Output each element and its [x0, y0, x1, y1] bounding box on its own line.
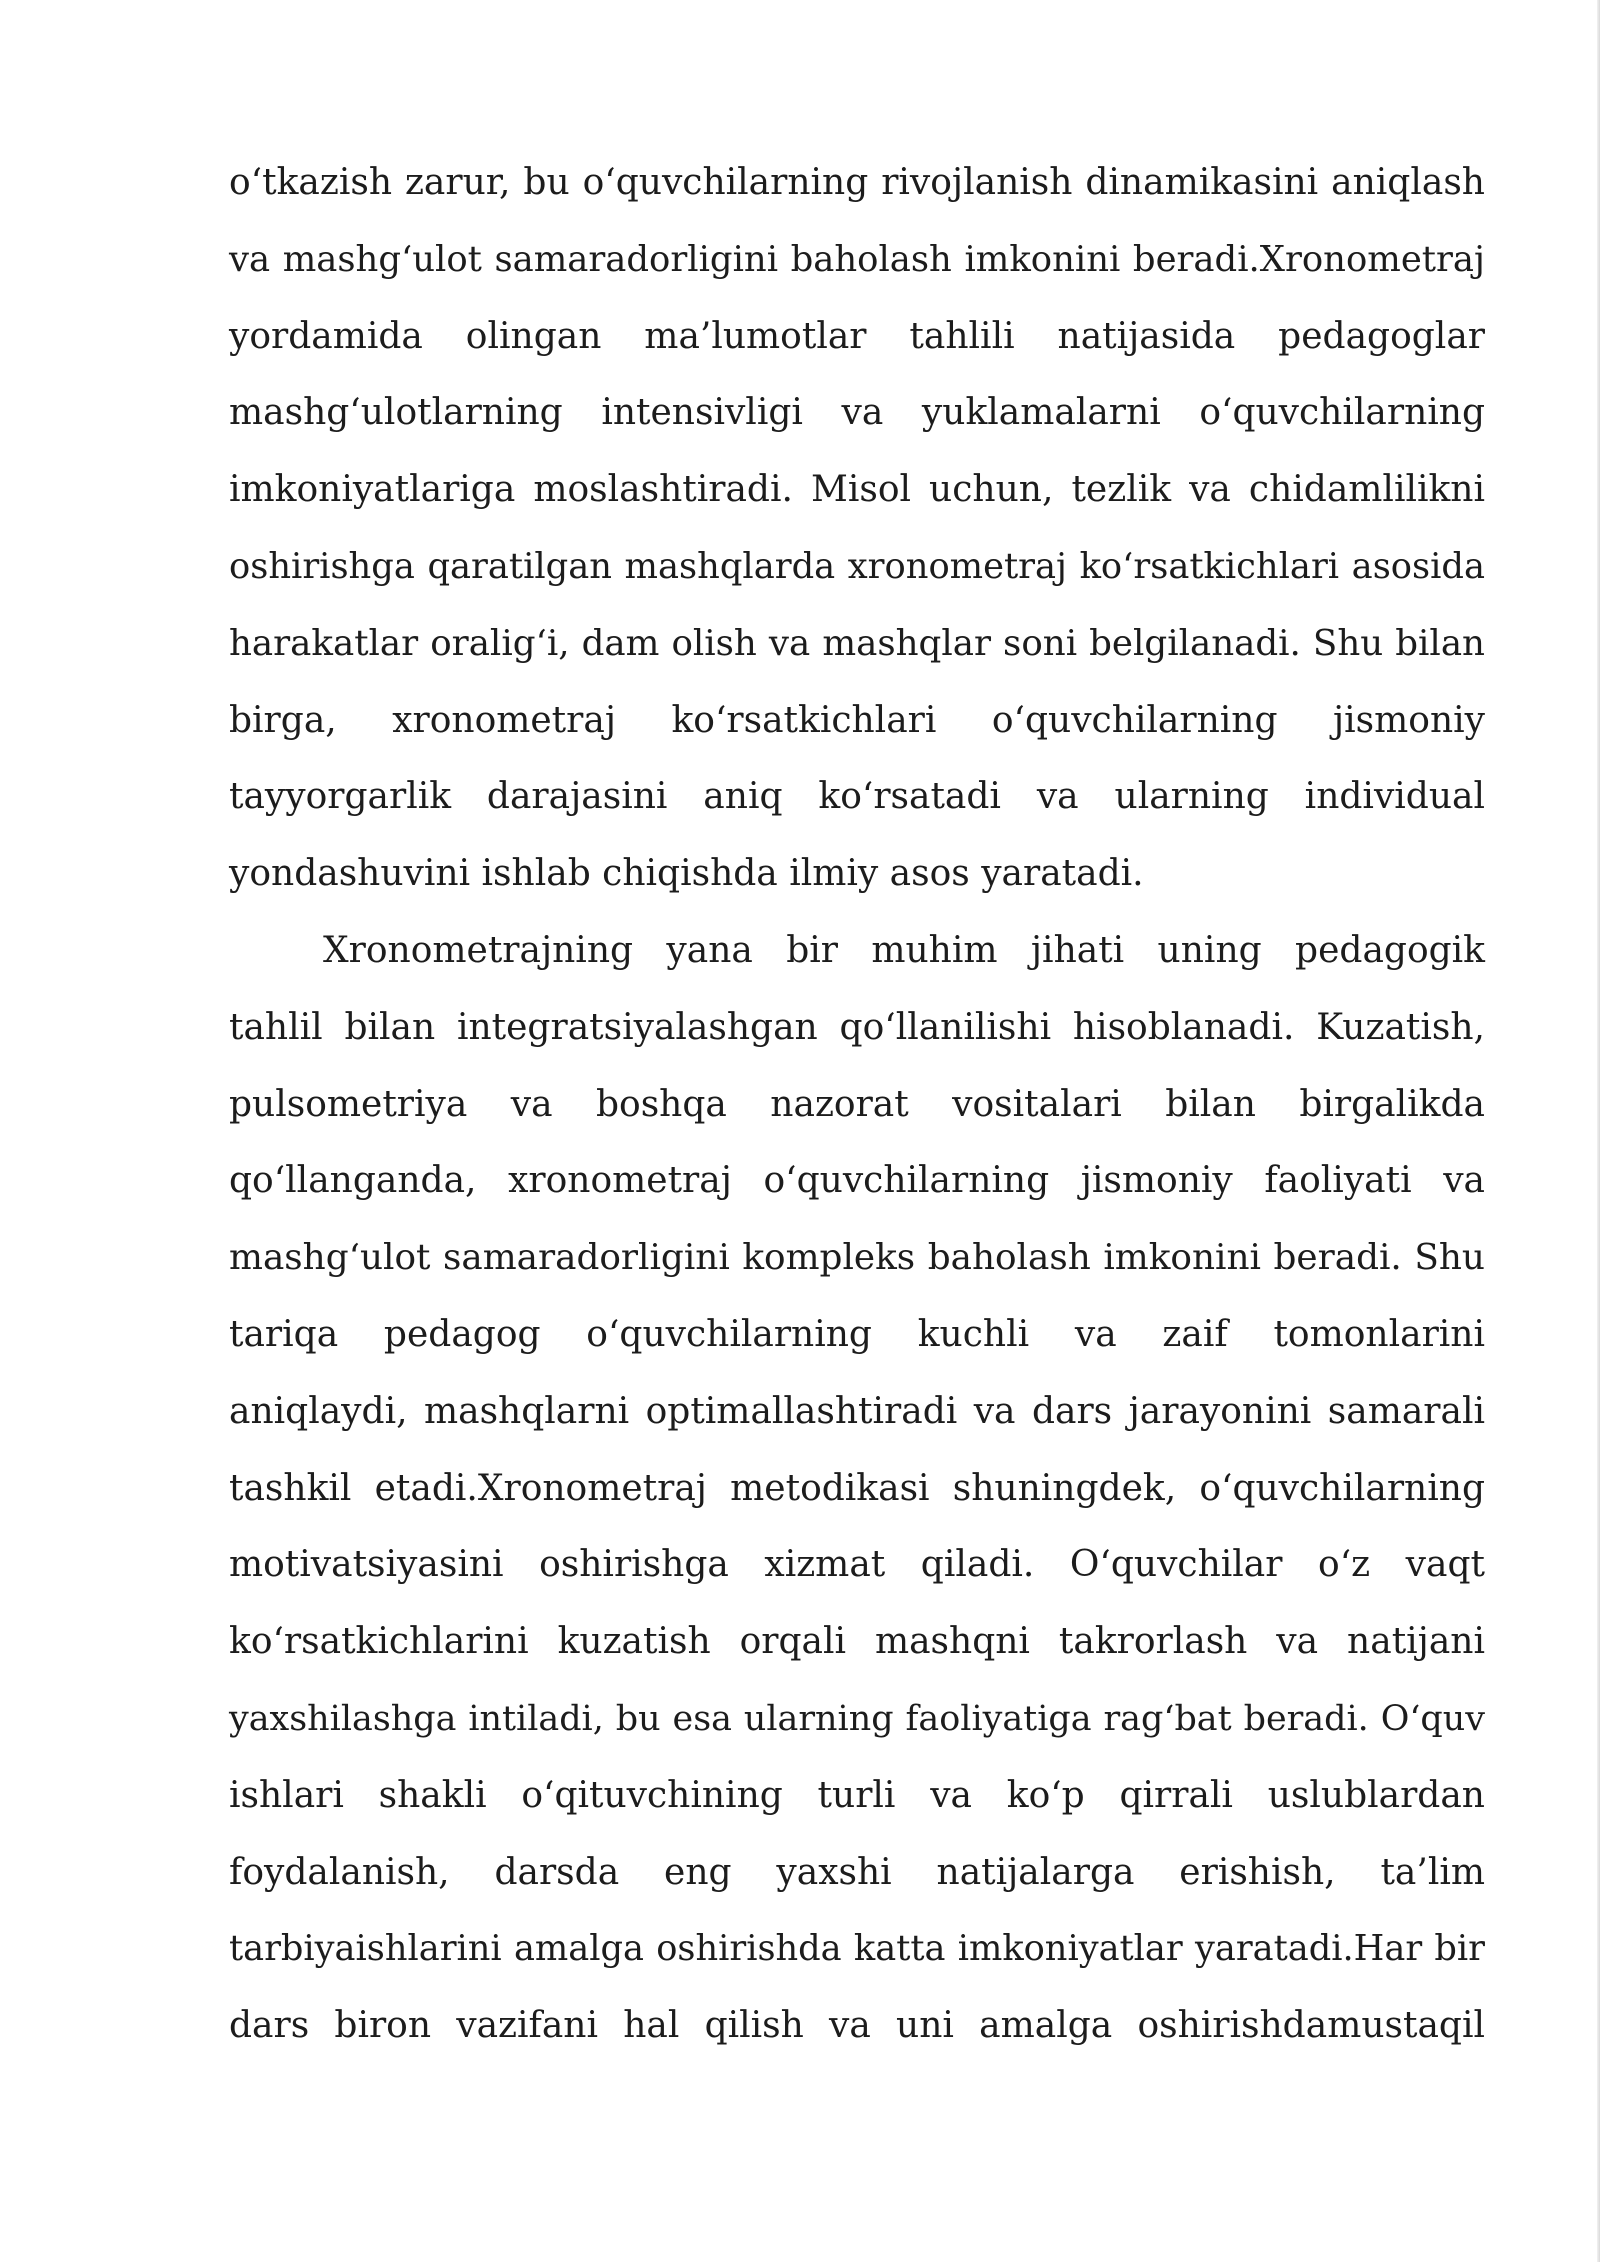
text-line: yondashuvini ishlab chiqishda ilmiy asos yaratadi.	[229, 853, 1144, 895]
text-line: foydalanish, darsda eng yaxshi natijalarga erishish, ta’lim	[229, 1851, 1485, 1893]
text-line: imkoniyatlariga moslashtiradi. Misol uchun, tezlik va chidamlilikni	[229, 469, 1485, 511]
body-text	[229, 145, 1485, 2065]
text-line: birga, xronometraj ko‘rsatkichlari o‘quvchilarning jismoniy	[229, 699, 1485, 741]
text-line: dars biron vazifani hal qilish va uni amalga oshirishdamustaqil	[229, 2005, 1485, 2047]
text-line: tariqa pedagog o‘quvchilarning kuchli va zaif tomonlarini	[229, 1313, 1485, 1355]
text-line: oshirishga qaratilgan mashqlarda xronometraj ko‘rsatkichlari asosida	[229, 545, 1485, 587]
text-line: ko‘rsatkichlarini kuzatish orqali mashqni takrorlash va natijani	[229, 1621, 1485, 1663]
text-line: tayyorgarlik darajasini aniq ko‘rsatadi va ularning individual	[229, 776, 1485, 818]
text-line: va mashg‘ulot samaradorligini baholash imkonini beradi.Xronometraj	[229, 238, 1485, 280]
text-line: o‘tkazish zarur, bu o‘quvchilarning rivojlanish dinamikasini aniqlash	[229, 162, 1485, 203]
text-line: Xronometrajning yana bir muhim jihati uning pedagogik	[323, 929, 1485, 971]
text-line: mashg‘ulotlarning intensivligi va yuklamalarni o‘quvchilarning	[229, 392, 1485, 434]
text-line: harakatlar oralig‘i, dam olish va mashqlar soni belgilanadi. Shu bilan	[229, 622, 1485, 664]
text-line: tarbiyaishlarini amalga oshirishda katta imkoniyatlar yaratadi.Har bir	[229, 1928, 1485, 1970]
text-line: motivatsiyasini oshirishga xizmat qiladi. O‘quvchilar o‘z vaqt	[229, 1544, 1485, 1586]
text-line: tashkil etadi.Xronometraj metodikasi shuningdek, o‘quvchilarning	[229, 1467, 1485, 1509]
text-line: yaxshilashga intiladi, bu esa ularning faoliyatiga rag‘bat beradi. O‘quv	[229, 1698, 1485, 1739]
text-line: ishlari shakli o‘qituvchining turli va ko‘p qirrali uslublardan	[229, 1774, 1485, 1816]
text-line: qo‘llanganda, xronometraj o‘quvchilarning jismoniy faoliyati va	[229, 1160, 1485, 1202]
text-line: mashg‘ulot samaradorligini kompleks baholash imkonini beradi. Shu	[229, 1237, 1485, 1279]
text-line: aniqlaydi, mashqlarni optimallashtiradi va dars jarayonini samarali	[229, 1390, 1485, 1432]
text-line: pulsometriya va boshqa nazorat vositalari bilan birgalikda	[229, 1083, 1485, 1125]
text-line: yordamida olingan ma’lumotlar tahlili natijasida pedagoglar	[229, 315, 1485, 357]
text-line: tahlil bilan integratsiyalashgan qo‘llanilishi hisoblanadi. Kuzatish,	[229, 1006, 1485, 1048]
